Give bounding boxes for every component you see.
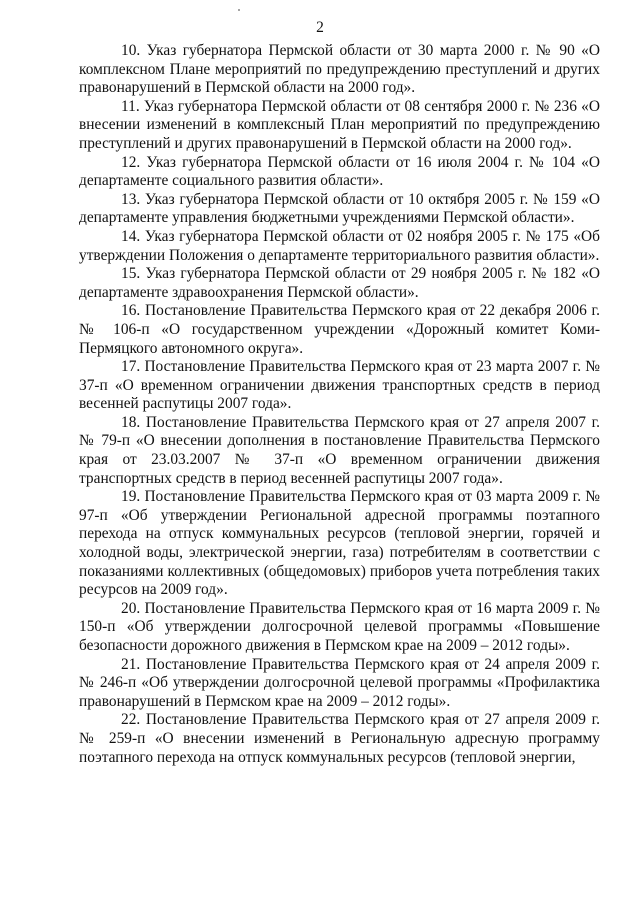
list-item: 13. Указ губернатора Пермской области от 10 октября 2005 г. № 159 «О департаменте управления бюджетными учреждениями Пермской области». — [79, 190, 600, 227]
list-item: 16. Постановление Правительства Пермского края от 22 декабря 2006 г. № 106-п «О государственном учреждении «Дорожный комитет Коми-Пермяцкого автономного округа». — [79, 302, 600, 357]
list-item: 14. Указ губернатора Пермской области от 02 ноября 2005 г. № 175 «Об утверждении Положения о департаменте территориального развития области». — [79, 227, 600, 264]
list-item: 11. Указ губернатора Пермской области от 08 сентября 2000 г. № 236 «О внесении изменений в комплексный План мероприятий по предупреждению преступлений и других правонарушений в Пермской области на 2000 год». — [79, 97, 600, 152]
list-item: 18. Постановление Правительства Пермского края от 27 апреля 2007 г. № 79-п «О внесении дополнения в постановление Правительства Пермского края от 23.03.2007 № 37-п «О временном ограничении движения транспортных средств в период весенней распутицы 2007 года». — [79, 413, 600, 487]
page-number: 2 — [316, 19, 324, 36]
list-item: 12. Указ губернатора Пермской области от 16 июля 2004 г. № 104 «О департаменте социального развития области». — [79, 153, 600, 190]
list-item: 21. Постановление Правительства Пермского края от 24 апреля 2009 г. № 246-п «Об утверждении долгосрочной целевой программы «Профилактика правонарушений в Пермском крае на 2009 – 2012 годы». — [79, 655, 600, 710]
list-item: 20. Постановление Правительства Пермского края от 16 марта 2009 г. № 150-п «Об утверждении долгосрочной целевой программы «Повышение безопасности дорожного движения в Пермском крае на 2009 – 2012 годы». — [79, 599, 600, 654]
list-item: 10. Указ губернатора Пермской области от 30 марта 2000 г. № 90 «О комплексном Плане мероприятий по предупреждению преступлений и других правонарушений в Пермской области на 2000 год». — [79, 42, 600, 97]
list-item: 17. Постановление Правительства Пермского края от 23 марта 2007 г. № 37-п «О временном ограничении движения транспортных средств в период весенней распутицы 2007 года». — [79, 358, 600, 413]
scan-speck — [238, 9, 240, 11]
list-item: 15. Указ губернатора Пермской области от 29 ноября 2005 г. № 182 «О департаменте здравоохранения Пермской области». — [79, 265, 600, 301]
document-body — [79, 42, 600, 767]
list-item: 19. Постановление Правительства Пермского края от 03 марта 2009 г. № 97-п «Об утверждении Региональной адресной программы поэтапного перехода на отпуск коммунальных ресурсов (тепловой энергии, горячей и холодной воды, электрической энергии, газа) потребителям в соответствии с показаниями коллективных (общедомовых) приборов учета потребления таких ресурсов на 2009 год». — [79, 488, 600, 599]
list-item: 22. Постановление Правительства Пермского края от 27 апреля 2009 г. № 259-п «О внесении изменений в Региональную адресную программу поэтапного перехода на отпуск коммунальных ресурсов (тепловой энергии, — [79, 711, 600, 766]
